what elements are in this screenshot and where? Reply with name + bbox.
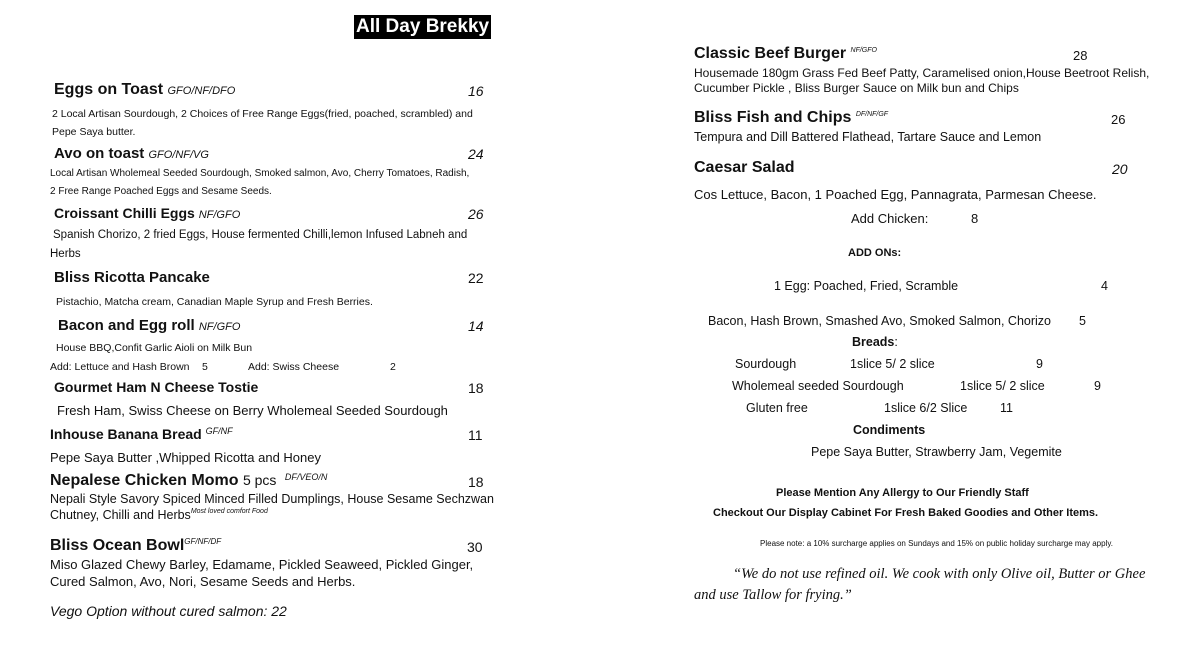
bread-name: Sourdough [735, 357, 797, 371]
item-name: Croissant Chilli Eggs [54, 205, 195, 221]
item-description: Pepe Saya Butter ,Whipped Ricotta and Honey [50, 450, 321, 465]
addon-label: 1 Egg: Poached, Fried, Scramble [774, 279, 959, 293]
item-caesar-salad: Caesar Salad [694, 159, 795, 176]
item-tags: GFO/NF/DFO [167, 85, 236, 97]
item-description: Housemade 180gm Grass Fed Beef Patty, Caramelised onion,House Beetroot Relish, [694, 66, 1150, 80]
item-price: 26 [1111, 112, 1126, 127]
item-description: Pistachio, Matcha cream, Canadian Maple Syrup and Fresh Berries. [56, 296, 373, 308]
condiments-list: Pepe Saya Butter, Strawberry Jam, Vegemite [811, 445, 1062, 459]
bread-name: Gluten free [746, 401, 808, 415]
item-banana-bread [50, 426, 233, 442]
item-name: Inhouse Banana Bread [50, 426, 202, 442]
item-tags: NF/GFO [850, 47, 877, 54]
item-bacon-and-egg-roll [58, 317, 240, 334]
display-cabinet-notice: Checkout Our Display Cabinet For Fresh Baked Goodies and Other Items. [713, 507, 1099, 519]
addon-label: Add: Swiss Cheese [248, 361, 340, 373]
item-ham-cheese-tostie: Gourmet Ham N Cheese Tostie [54, 379, 259, 395]
breads-heading [852, 335, 898, 349]
addon-label: Bacon, Hash Brown, Smashed Avo, Smoked Salmon, Chorizo [708, 314, 1051, 328]
bread-name: Wholemeal seeded Sourdough [732, 379, 904, 393]
page-title: All Day Brekky [356, 16, 490, 37]
item-price: 28 [1073, 48, 1088, 63]
oil-quote-line1: “We do not use refined oil. We cook with only Olive oil, Butter or Ghee [733, 566, 1146, 582]
item-chicken-momo [50, 472, 327, 490]
item-price: 16 [468, 83, 484, 99]
item-description: 2 Free Range Poached Eggs and Sesame Seeds. [50, 186, 272, 197]
item-bliss-ocean-bowl [50, 537, 221, 555]
item-price: 11 [468, 427, 483, 443]
bread-price: 11 [1000, 401, 1013, 415]
bread-size: 1slice 6/2 Slice [884, 401, 968, 415]
addons-heading: ADD ONs: [848, 247, 902, 259]
item-description: Tempura and Dill Battered Flathead, Tartare Sauce and Lemon [694, 130, 1042, 144]
item-description: Cos Lettuce, Bacon, 1 Poached Egg, Pannagrata, Parmesan Cheese. [694, 187, 1097, 202]
oil-quote-line2: and use Tallow for frying.” [694, 587, 852, 603]
item-tags: DF/NF/GF [855, 111, 889, 118]
item-description [50, 508, 268, 522]
item-price: 26 [468, 206, 484, 222]
item-tags: GF/NF [205, 426, 233, 436]
item-tags: NF/GFO [198, 209, 241, 221]
item-tags: DF/VEO/N [284, 472, 328, 482]
item-name: Eggs on Toast [54, 81, 164, 98]
item-classic-beef-burger [694, 45, 877, 63]
item-description: Nepali Style Savory Spiced Minced Filled Dumplings, House Sesame Sechzwan [50, 492, 494, 506]
item-description: Herbs [50, 248, 81, 260]
item-price: 18 [468, 474, 484, 490]
item-description: Spanish Chorizo, 2 fried Eggs, House fermented Chilli,lemon Infused Labneh and [53, 229, 468, 241]
item-name: Bliss Fish and Chips [694, 109, 852, 126]
bread-price: 9 [1094, 379, 1101, 393]
item-description: Local Artisan Wholemeal Seeded Sourdough, Smoked salmon, Avo, Cherry Tomatoes, Radish, [50, 168, 470, 179]
item-price: 22 [468, 270, 484, 286]
item-price: 18 [468, 380, 484, 396]
item-description: Cured Salmon, Avo, Nori, Sesame Seeds and Herbs. [50, 574, 356, 589]
item-price: 30 [467, 539, 483, 555]
addon-price: 8 [971, 211, 979, 226]
item-description: Cucumber Pickle , Bliss Burger Sauce on Milk bun and Chips [694, 81, 1019, 95]
item-croissant-chilli-eggs [54, 205, 240, 221]
item-description-text: Chutney, Chilli and Herbs [50, 508, 191, 522]
bread-size: 1slice 5/ 2 slice [960, 379, 1045, 393]
item-bliss-ricotta-pancake: Bliss Ricotta Pancake [54, 269, 210, 286]
addon-price: 2 [390, 361, 396, 373]
item-tags: NF/GFO [198, 321, 241, 333]
addon-price: 4 [1101, 279, 1108, 293]
item-tags: GF/NF/DF [184, 537, 222, 546]
item-description: 2 Local Artisan Sourdough, 2 Choices of Free Range Eggs(fried, poached, scrambled) and [52, 108, 473, 120]
allergy-notice: Please Mention Any Allergy to Our Friendly Staff [776, 487, 1029, 499]
vego-option-note: Vego Option without cured salmon: 22 [50, 603, 287, 619]
bread-price: 9 [1036, 357, 1043, 371]
item-note: Most loved comfort Food [190, 508, 268, 515]
item-avo-on-toast [54, 145, 209, 162]
item-tags: GFO/NF/VG [148, 149, 209, 161]
item-price: 20 [1112, 161, 1128, 177]
item-price: 24 [468, 146, 484, 162]
item-eggs-on-toast [54, 81, 235, 99]
item-bliss-fish-and-chips [694, 109, 888, 127]
item-pieces: 5 pcs [242, 472, 277, 488]
surcharge-notice: Please note: a 10% surcharge applies on Sundays and 15% on public holiday surcharge may apply. [760, 539, 1113, 548]
condiments-heading: Condiments [853, 423, 926, 437]
breads-title: Breads [852, 335, 895, 349]
item-name: Bliss Ocean Bowl [50, 537, 185, 554]
item-description: Fresh Ham, Swiss Cheese on Berry Wholemeal Seeded Sourdough [57, 403, 448, 418]
addon-price: 5 [1079, 314, 1086, 328]
item-description: House BBQ,Confit Garlic Aioli on Milk Bun [56, 342, 253, 354]
addon-label: Add Chicken: [851, 211, 929, 226]
item-name: Nepalese Chicken Momo [50, 472, 239, 489]
bread-size: 1slice 5/ 2 slice [850, 357, 935, 371]
item-description: Pepe Saya butter. [52, 126, 136, 138]
addon-price: 5 [202, 361, 208, 373]
item-name: Avo on toast [54, 145, 145, 162]
item-name: Bacon and Egg roll [58, 317, 195, 334]
item-description: Miso Glazed Chewy Barley, Edamame, Pickled Seaweed, Pickled Ginger, [50, 557, 474, 572]
breads-colon: : [894, 335, 898, 349]
item-name: Classic Beef Burger [694, 45, 847, 62]
item-price: 14 [468, 318, 484, 334]
addon-label: Add: Lettuce and Hash Brown [50, 361, 190, 373]
